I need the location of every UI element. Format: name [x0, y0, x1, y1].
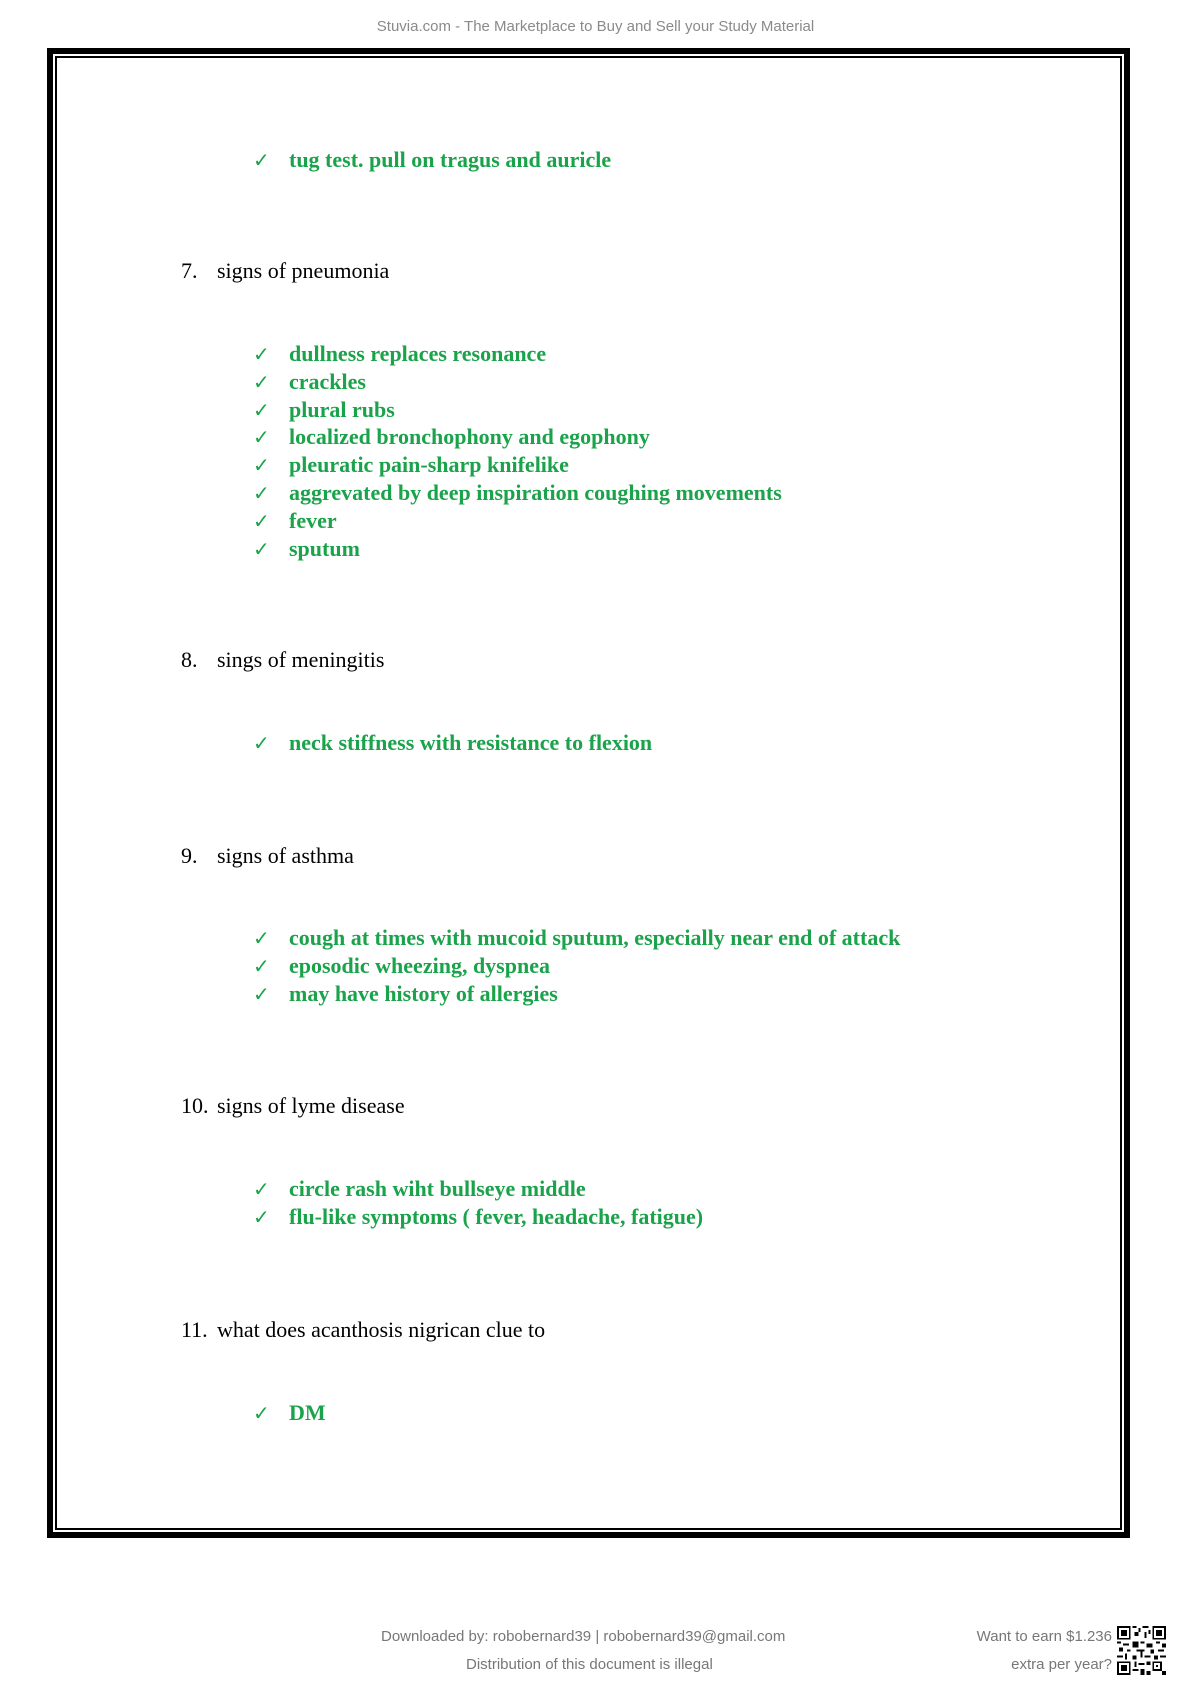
answer-text: may have history of allergies — [289, 980, 558, 1006]
answer-item — [253, 729, 652, 757]
answer-item — [253, 423, 782, 451]
answer-text: DM — [289, 1400, 326, 1425]
checkmark-icon: ✓ — [253, 536, 270, 561]
answer-text: sputum — [289, 535, 360, 561]
checkmark-icon: ✓ — [253, 148, 270, 172]
answer-list-10 — [253, 1175, 703, 1231]
answer-item — [253, 980, 900, 1008]
promo-line-1[interactable]: Want to earn $1.236 — [976, 1628, 1112, 1645]
qr-code-icon[interactable] — [1117, 1626, 1166, 1675]
answer-text: neck stiffness with resistance to flexion — [289, 730, 653, 755]
answer-text: flu-like symptoms ( fever, headache, fatigue) — [289, 1203, 704, 1229]
answer-list-11 — [253, 1399, 326, 1427]
answer-list-7 — [253, 340, 782, 562]
checkmark-icon: ✓ — [253, 480, 270, 505]
answer-item — [253, 479, 782, 507]
promo-line-2[interactable]: extra per year? — [1011, 1656, 1112, 1673]
answer-list-6 — [253, 146, 611, 174]
checkmark-icon: ✓ — [253, 981, 270, 1006]
checkmark-icon: ✓ — [253, 926, 270, 950]
checkmark-icon: ✓ — [253, 731, 270, 755]
answer-item — [253, 535, 782, 563]
question-text: sings of meningitis — [217, 647, 385, 672]
answer-text: localized bronchophony and egophony — [289, 424, 650, 450]
question-8 — [181, 647, 384, 673]
checkmark-icon: ✓ — [253, 1177, 270, 1201]
checkmark-icon: ✓ — [253, 369, 270, 394]
question-number: 10. — [181, 1093, 209, 1118]
question-7 — [181, 258, 389, 284]
question-text: signs of pneumonia — [217, 258, 390, 283]
question-11 — [181, 1317, 545, 1343]
answer-text: cough at times with mucoid sputum, especially near end of attack — [289, 925, 901, 950]
answer-text: dullness replaces resonance — [289, 341, 547, 366]
answer-item — [253, 924, 900, 952]
answer-text: eposodic wheezing, dyspnea — [289, 952, 550, 978]
question-9 — [181, 843, 354, 869]
answer-text: fever — [289, 507, 337, 533]
answer-text: pleuratic pain-sharp knifelike — [289, 452, 569, 478]
checkmark-icon: ✓ — [253, 453, 270, 478]
checkmark-icon: ✓ — [253, 342, 270, 366]
question-text: signs of lyme disease — [217, 1093, 405, 1118]
answer-item — [253, 1399, 326, 1427]
answer-item — [253, 952, 900, 980]
checkmark-icon: ✓ — [253, 1204, 270, 1229]
question-number: 8. — [181, 647, 198, 672]
question-number: 7. — [181, 258, 198, 283]
answer-list-9 — [253, 924, 900, 1007]
answer-item — [253, 340, 782, 368]
answer-text: crackles — [289, 368, 366, 394]
question-number: 9. — [181, 843, 198, 868]
answer-text: tug test. pull on tragus and auricle — [289, 147, 612, 172]
answer-text: aggrevated by deep inspiration coughing movements — [289, 479, 782, 505]
checkmark-icon: ✓ — [253, 425, 270, 450]
answer-list-8 — [253, 729, 652, 757]
checkmark-icon: ✓ — [253, 1401, 270, 1425]
answer-item — [253, 146, 611, 174]
answer-text: circle rash wiht bullseye middle — [289, 1176, 586, 1201]
checkmark-icon: ✓ — [253, 397, 270, 422]
answer-item — [253, 451, 782, 479]
checkmark-icon: ✓ — [253, 508, 270, 533]
checkmark-icon: ✓ — [253, 953, 270, 978]
answer-item — [253, 1175, 703, 1203]
answer-item — [253, 368, 782, 396]
question-number: 11. — [181, 1317, 208, 1342]
question-text: what does acanthosis nigrican clue to — [217, 1317, 546, 1342]
site-banner: Stuvia.com - The Marketplace to Buy and Sell your Study Material — [376, 18, 815, 35]
answer-item — [253, 507, 782, 535]
question-10 — [181, 1093, 405, 1119]
downloaded-by-text: Downloaded by: robobernard39 | robobernard39@gmail.com — [381, 1628, 786, 1645]
question-text: signs of asthma — [217, 843, 354, 868]
distribution-notice: Distribution of this document is illegal — [466, 1656, 713, 1673]
answer-text: plural rubs — [289, 396, 395, 422]
answer-item — [253, 1203, 703, 1231]
answer-item — [253, 396, 782, 424]
